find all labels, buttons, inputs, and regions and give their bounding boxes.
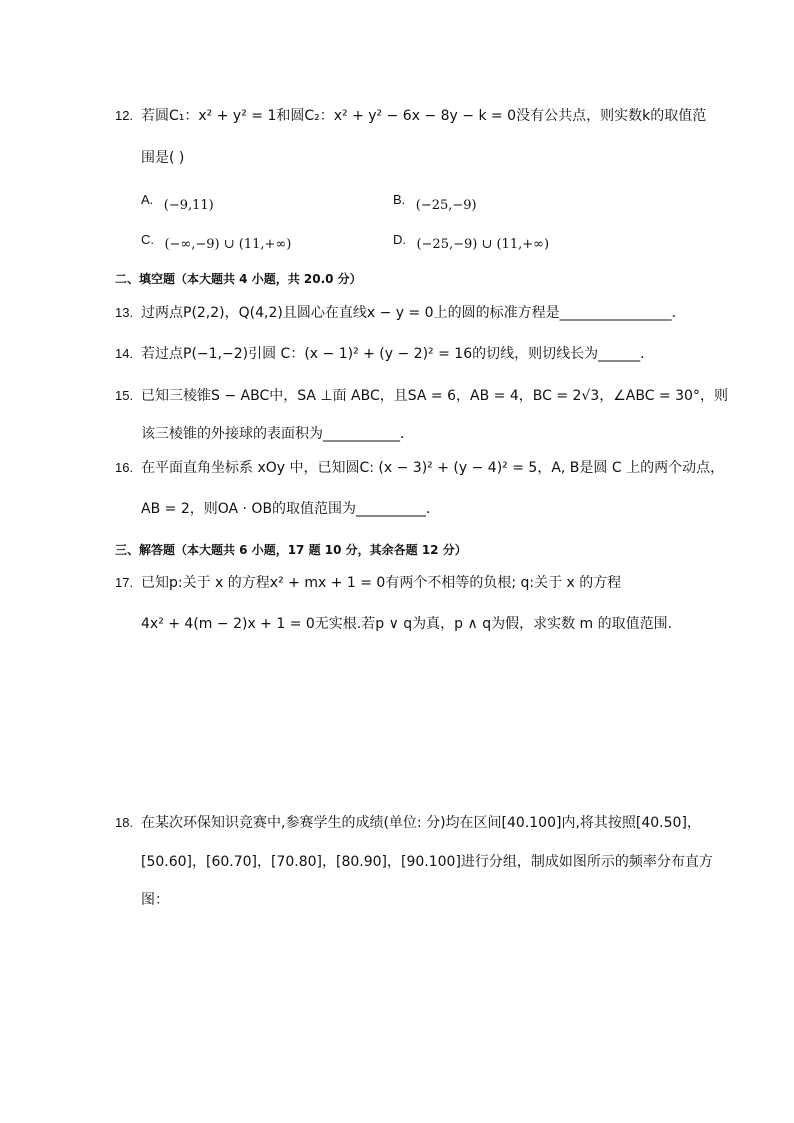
option-value: (−25,−9) ∪ (11,+∞)	[416, 237, 550, 252]
question-number: 14.	[115, 346, 134, 361]
question-number: 15.	[115, 388, 134, 403]
question-number: 18.	[115, 815, 134, 830]
question-number: 12.	[115, 108, 134, 123]
question-text: 若圆C₁：x² + y² = 1和圆C₂：x² + y² − 6x − 8y − k = 0没有公共点，则实数k的取值范	[141, 108, 707, 124]
question-text: 该三棱锥的外接球的表面积为___________．	[141, 426, 414, 442]
option-label: C.	[141, 232, 154, 247]
section-heading: 三、解答题（本大题共 6 小题，17 题 10 分，其余各题 12 分）	[115, 543, 467, 557]
option-label: D.	[393, 232, 406, 247]
section-heading: 二、填空题（本大题共 4 小题，共 20.0 分）	[115, 272, 362, 286]
question-text: 在某次环保知识竞赛中,参赛学生的成绩(单位: 分)均在区间[40.100]内,将其按照[40.50]，	[141, 815, 701, 831]
question-number: 13.	[115, 305, 134, 320]
question-text: 已知p:关于 x 的方程x² + mx + 1 = 0有两个不相等的负根; q:关于 x 的方程	[141, 575, 622, 591]
option-b[interactable]	[393, 192, 477, 213]
option-value: (−∞,−9) ∪ (11,+∞)	[164, 237, 292, 252]
question-text: 若过点P(−1,−2)引圆 C：(x − 1)² + (y − 2)² = 16的切线，则切线长为______．	[141, 346, 655, 362]
question-number: 17.	[115, 575, 134, 590]
option-value: (−25,−9)	[415, 198, 477, 213]
option-value: (−9,11)	[163, 198, 214, 213]
option-c[interactable]	[141, 232, 292, 252]
option-label: A.	[141, 192, 154, 207]
question-text: 4x² + 4(m − 2)x + 1 = 0无实根.若p ∨ q为真，p ∧ q为假，求实数 m 的取值范围.	[141, 616, 673, 632]
question-text: 在平面直角坐标系 xOy 中，已知圆C: (x − 3)² + (y − 4)² = 5，A, B是圆 C 上的两个动点，	[141, 460, 725, 476]
question-text: 图：	[141, 892, 169, 908]
option-d[interactable]	[393, 232, 550, 252]
question-text: AB = 2，则OA · OB的取值范围为__________．	[141, 501, 441, 517]
option-label: B.	[393, 192, 406, 207]
question-text: [50.60]，[60.70]，[70.80]，[80.90]，[90.100]进行分组，制成如图所示的频率分布直方	[141, 854, 713, 870]
option-a[interactable]	[141, 192, 214, 213]
question-text: 已知三棱锥S − ABC中，SA ⊥面 ABC，且SA = 6，AB = 4，BC = 2√3，∠ABC = 30°，则	[141, 388, 728, 404]
question-number: 16.	[115, 460, 134, 475]
question-text: 过两点P(2,2)，Q(4,2)且圆心在直线x − y = 0上的圆的标准方程是________________．	[141, 305, 686, 321]
question-text: 围是( )	[141, 150, 185, 166]
